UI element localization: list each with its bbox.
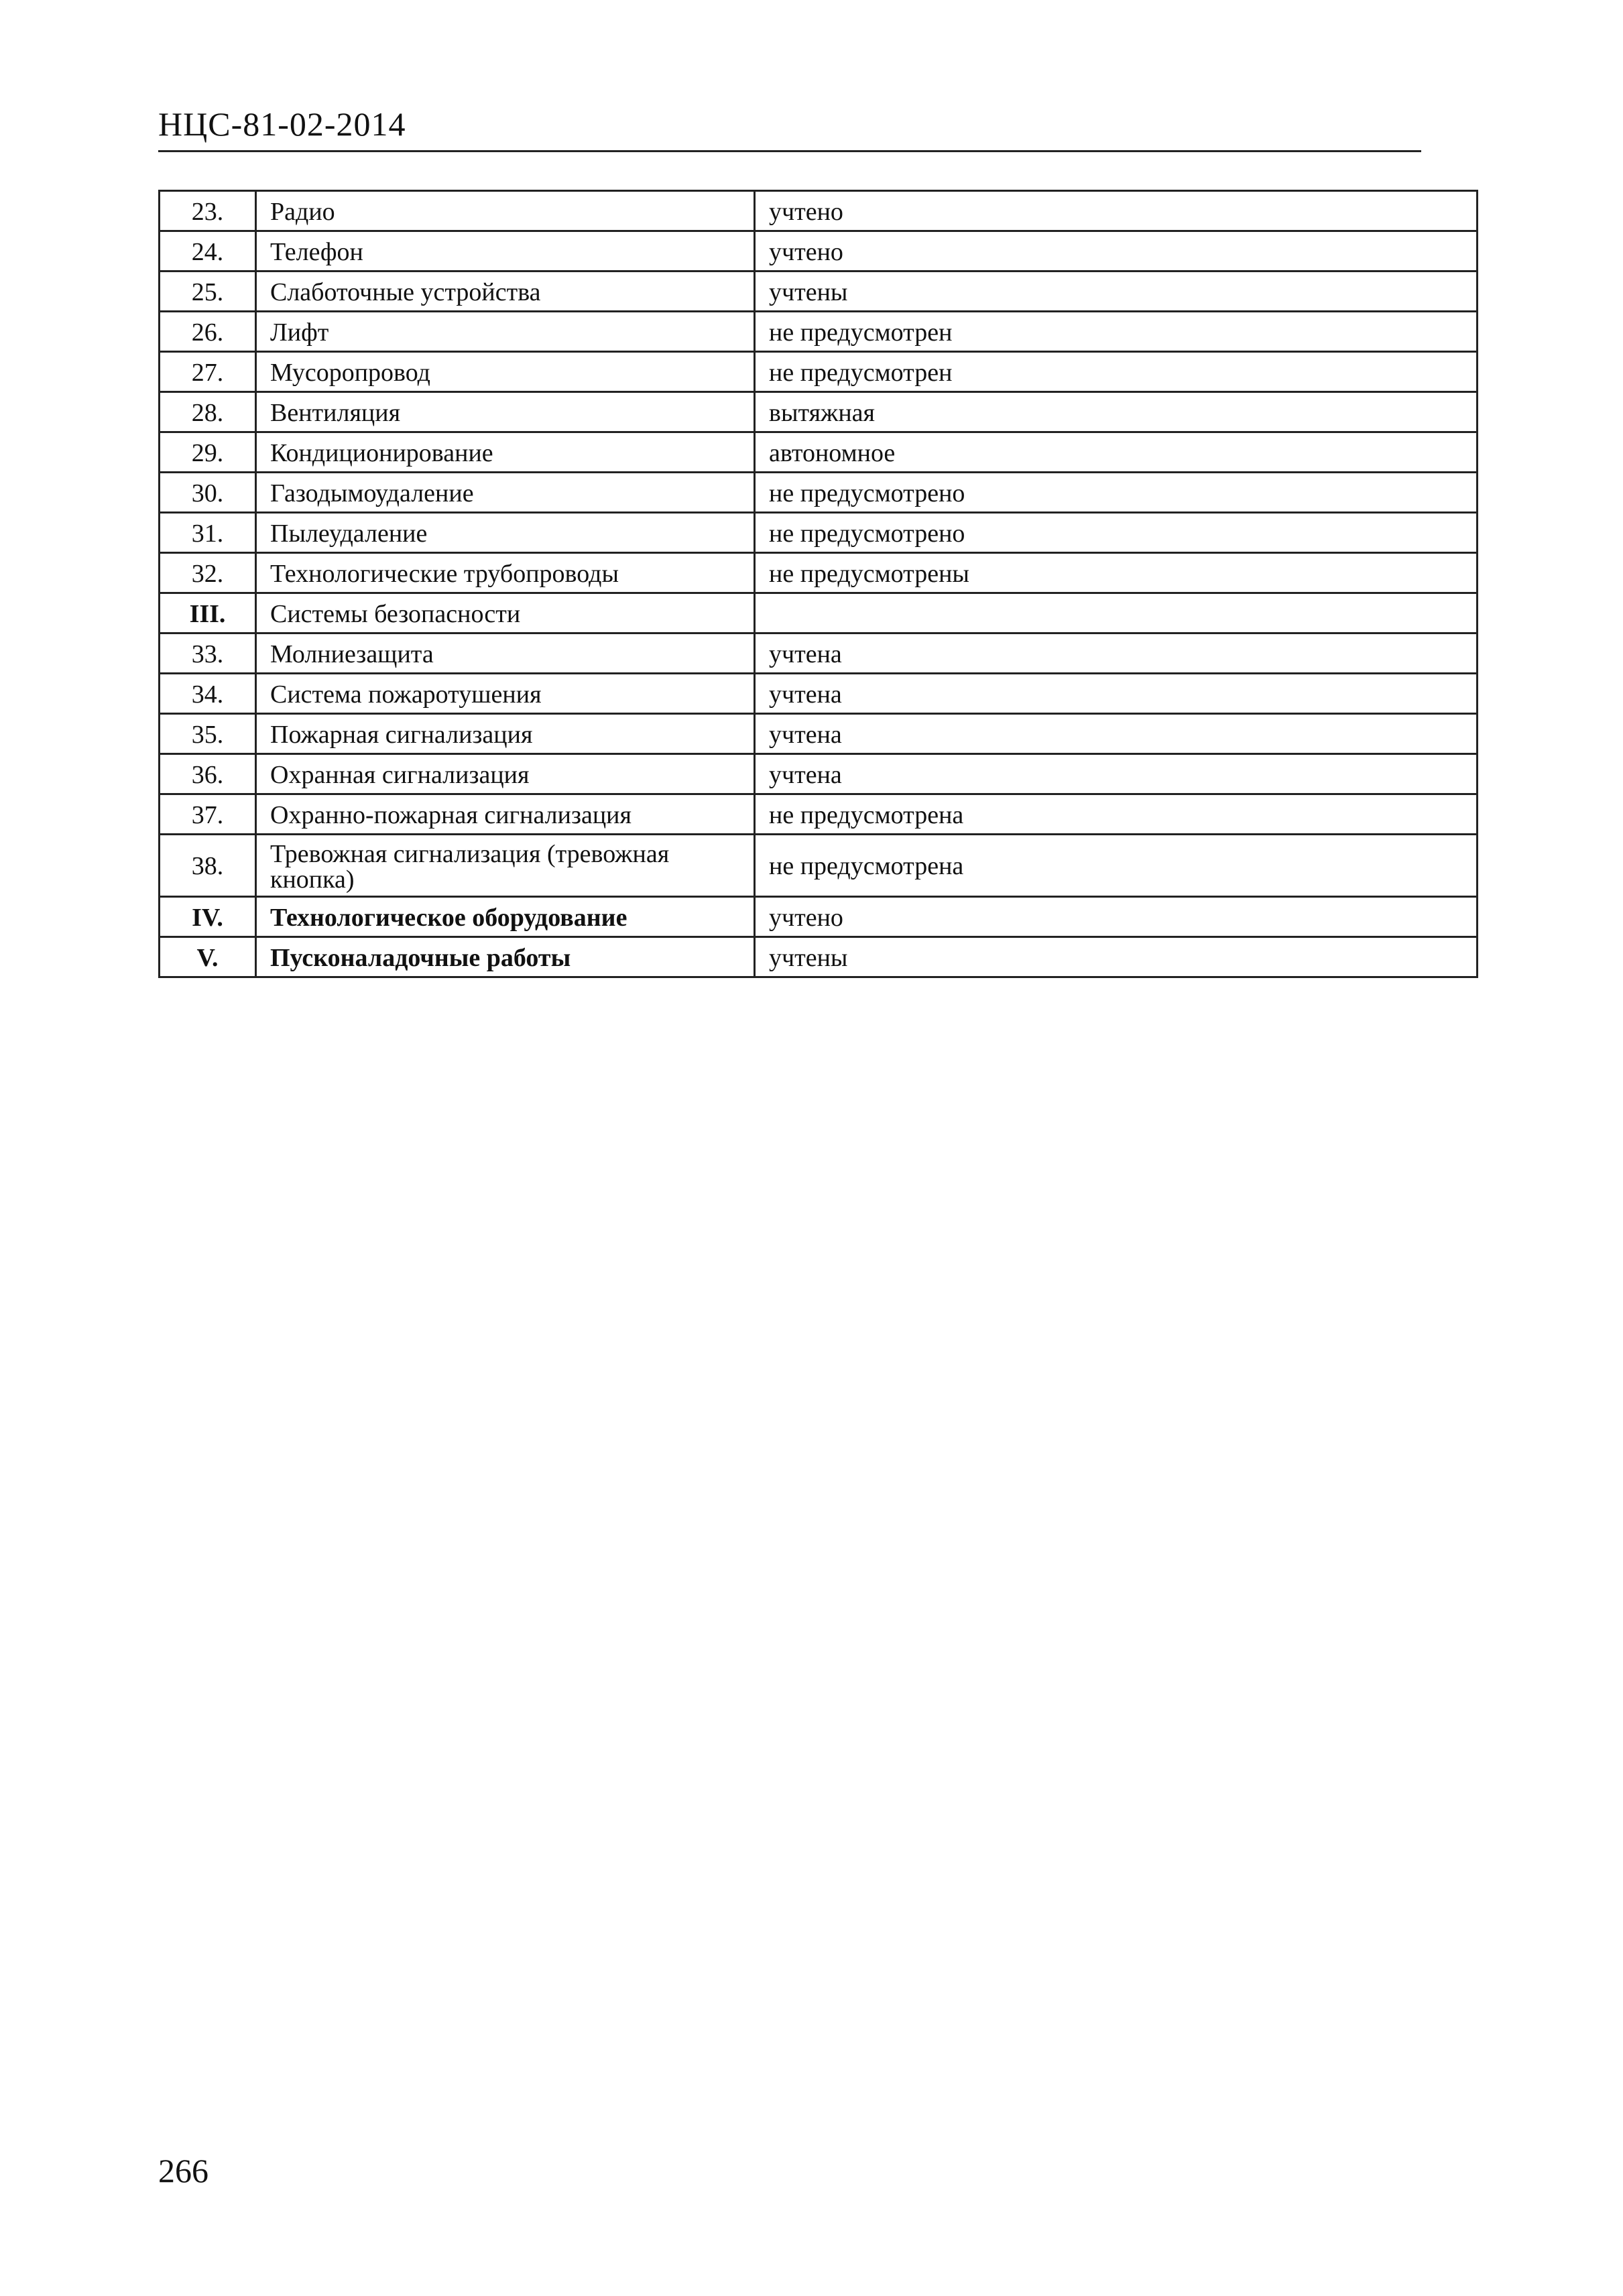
table-row (160, 835, 1478, 897)
row-value: вытяжная (755, 392, 1478, 432)
row-value: не предусмотрено (755, 473, 1478, 513)
row-name: Тревожная сигнализация (тревожная кнопка) (256, 835, 755, 897)
table-row (160, 392, 1478, 432)
table-row (160, 432, 1478, 473)
row-value: не предусмотрено (755, 513, 1478, 553)
row-value: не предусмотрен (755, 312, 1478, 352)
section-name: Системы безопасности (256, 593, 755, 633)
row-value: не предусмотрен (755, 352, 1478, 392)
table-row (160, 352, 1478, 392)
row-name: Пылеудаление (256, 513, 755, 553)
row-value: учтено (755, 191, 1478, 231)
row-name: Технологические трубопроводы (256, 553, 755, 593)
document-code: НЦС-81-02-2014 (158, 105, 406, 143)
section-row (160, 937, 1478, 977)
row-name: Газодымоудаление (256, 473, 755, 513)
section-name: Технологическое оборудование (256, 897, 755, 937)
row-name: Радио (256, 191, 755, 231)
row-number: 36. (160, 754, 256, 794)
row-number: 34. (160, 674, 256, 714)
row-value: автономное (755, 432, 1478, 473)
row-value: не предусмотрена (755, 835, 1478, 897)
row-value: учтены (755, 937, 1478, 977)
row-value: не предусмотрена (755, 794, 1478, 835)
row-number: 32. (160, 553, 256, 593)
table-row (160, 633, 1478, 674)
section-row (160, 593, 1478, 633)
table-row (160, 191, 1478, 231)
row-number: 23. (160, 191, 256, 231)
table-row (160, 674, 1478, 714)
section-row (160, 897, 1478, 937)
header-rule (158, 150, 1421, 152)
table-row (160, 794, 1478, 835)
section-number: V. (160, 937, 256, 977)
row-value: учтена (755, 754, 1478, 794)
row-number: 27. (160, 352, 256, 392)
row-number: 25. (160, 271, 256, 312)
row-number: 28. (160, 392, 256, 432)
row-number: 26. (160, 312, 256, 352)
row-name: Лифт (256, 312, 755, 352)
row-number: 35. (160, 714, 256, 754)
row-number: 24. (160, 231, 256, 271)
section-number: IV. (160, 897, 256, 937)
row-name: Охранно-пожарная сигнализация (256, 794, 755, 835)
section-number: III. (160, 593, 256, 633)
row-name: Кондиционирование (256, 432, 755, 473)
row-value: учтено (755, 897, 1478, 937)
table-row (160, 553, 1478, 593)
row-name: Вентиляция (256, 392, 755, 432)
row-number: 33. (160, 633, 256, 674)
table-row (160, 754, 1478, 794)
table-row (160, 271, 1478, 312)
table-row (160, 312, 1478, 352)
section-name: Пусконаладочные работы (256, 937, 755, 977)
row-name: Система пожаротушения (256, 674, 755, 714)
row-name: Пожарная сигнализация (256, 714, 755, 754)
page-number: 266 (158, 2152, 208, 2189)
row-value: не предусмотрены (755, 553, 1478, 593)
row-value: учтена (755, 674, 1478, 714)
row-name: Телефон (256, 231, 755, 271)
row-value (755, 593, 1478, 633)
specification-table (158, 190, 1478, 978)
table-row (160, 231, 1478, 271)
table-row (160, 513, 1478, 553)
row-value: учтены (755, 271, 1478, 312)
row-number: 38. (160, 835, 256, 897)
table-row (160, 714, 1478, 754)
row-name: Охранная сигнализация (256, 754, 755, 794)
row-number: 31. (160, 513, 256, 553)
row-value: учтена (755, 633, 1478, 674)
row-number: 37. (160, 794, 256, 835)
row-name: Слаботочные устройства (256, 271, 755, 312)
row-number: 30. (160, 473, 256, 513)
row-number: 29. (160, 432, 256, 473)
table-row (160, 473, 1478, 513)
row-name: Мусоропровод (256, 352, 755, 392)
row-value: учтено (755, 231, 1478, 271)
row-name: Молниезащита (256, 633, 755, 674)
row-value: учтена (755, 714, 1478, 754)
